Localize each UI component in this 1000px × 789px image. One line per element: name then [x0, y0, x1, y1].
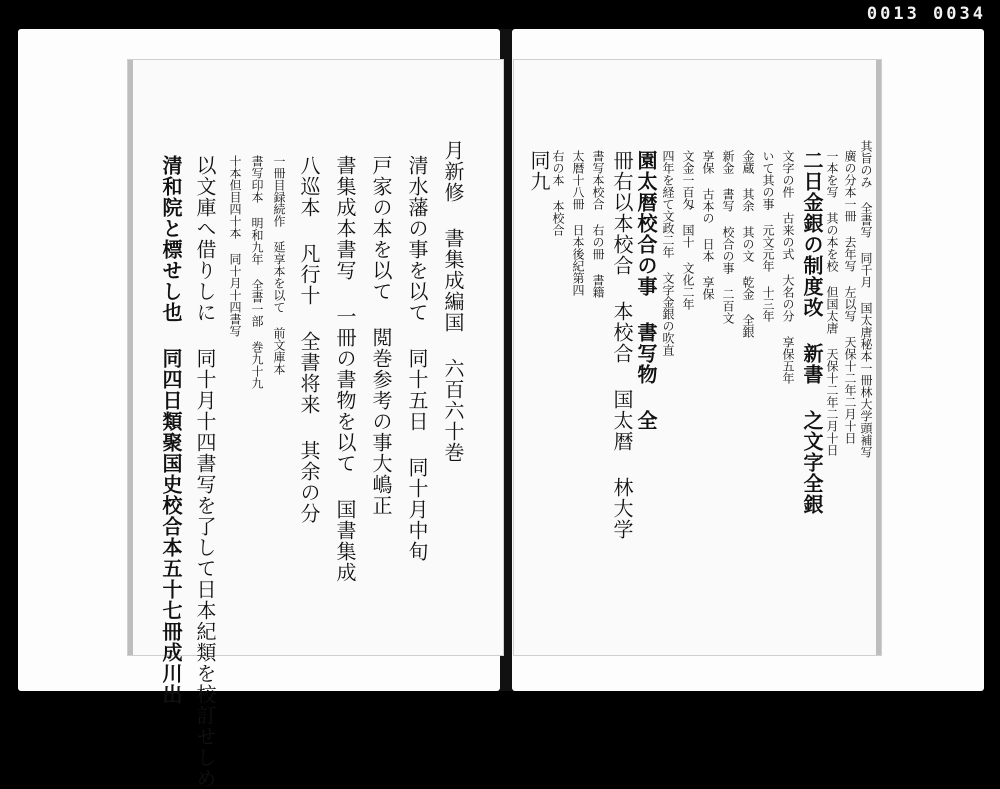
right-column-11: 金蔵 其余 其の文 乾金 全銀 [741, 150, 755, 338]
right-column-16: 廣の分本一冊 去年写 左以写 天保十二年二月十日 [843, 150, 857, 444]
right-column-3: 太暦十八冊 日本後紀第四 [571, 150, 585, 296]
right-column-12: いて其の事 元文元年 十三年 [761, 150, 775, 322]
right-column-10: 新金 書写 校合の事 二百文 [721, 150, 735, 324]
left-column-2: 以文庫へ借りしに 同十月十四書写を了して日本紀類を校訂せしめ [193, 155, 217, 789]
left-column-4: 書写印本 明和九年 全書一部 巻九十九 [250, 155, 264, 389]
right-column-8: 文金一百匁 国十 文化二年 [681, 150, 695, 310]
left-column-1: 清和院と標せし也 同四日類聚国史校合本五十七冊成川出 [159, 155, 183, 705]
right-column-4: 書写本校合 右の冊 書籍 [591, 150, 605, 298]
left-column-8: 戸家の本を以て 閲巻参考の事大嶋正 [369, 155, 393, 516]
right-column-1: 同九 [527, 150, 551, 192]
left-column-5: 一冊目録続作 延享本を以て 前文庫本 [272, 155, 286, 375]
right-page [514, 60, 881, 655]
left-column-6: 八巡本 凡行十 全書将来 其余の分 [297, 155, 321, 524]
right-column-7: 四年を経て文政二年 文字金銀の吹直 [661, 150, 675, 356]
right-column-9: 享保 古本の 日本 享保 [701, 150, 715, 300]
left-page [128, 60, 503, 789]
right-column-14: 二日金銀の制度改 新書 之文字全銀 [800, 150, 824, 515]
right-column-17: 其旨のみ 全書写 同千月 国太唐秘本一冊林大学頭補写 [859, 140, 873, 458]
right-column-6: 園太暦校合の事 書写物 全 [634, 150, 658, 431]
left-column-9: 清水藩の事を以て 同十五日 同十月中旬 [405, 155, 429, 562]
left-column-3: 十本但目四十本 同十月十四書写 [228, 155, 242, 337]
left-column-7: 書集成本書写 一冊の書物を以て 国書集成 [333, 155, 357, 583]
right-column-13: 文字の件 古来の式 大名の分 享保五年 [781, 150, 795, 384]
right-column-2: 右の本 本校合 [551, 150, 565, 236]
frame-code: 0013 0034 [866, 4, 986, 24]
left-column-10: 月新修 書集成編国 六百六十巻 [441, 140, 465, 463]
right-column-15: 一本を写 其の本を校 但国太唐 天保十二年二月十日 [825, 150, 839, 456]
right-column-5: 冊右以本校合 本校合 国太暦 林大学 [610, 150, 634, 540]
